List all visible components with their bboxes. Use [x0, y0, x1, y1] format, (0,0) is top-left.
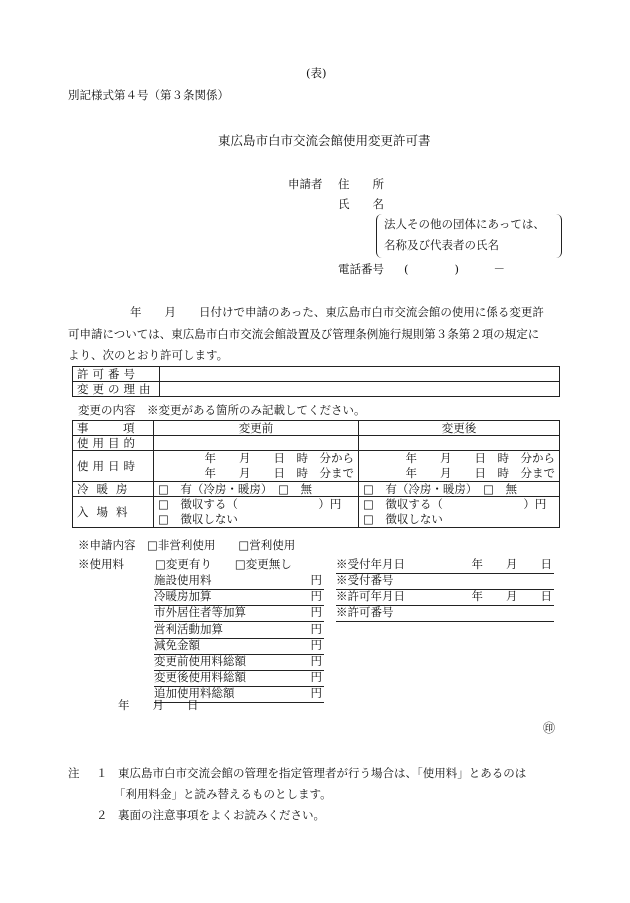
fee-row-label: 市外居住者等加算 [154, 605, 246, 620]
datetime-after [359, 451, 560, 482]
seal: ㊞ [543, 721, 556, 735]
datetime-after-to: 年 月 日 時 分まで [405, 466, 555, 480]
receipt-number-row [336, 574, 554, 590]
datetime-before-to: 年 月 日 時 分まで [204, 466, 354, 480]
datetime-label: 使用日時 [73, 451, 154, 482]
receipt-date-row [336, 558, 554, 574]
fee-collect-before: □ 徴収する（ ）円 [158, 497, 342, 511]
side-label: (表) [306, 66, 327, 80]
body-line1: 年 月 日付けで申請のあった、東広島市白市交流会館の使用に係る変更許 [130, 305, 544, 319]
permit-date-row [336, 590, 554, 606]
fee-row-yen: 円 [310, 589, 322, 604]
usage-fee-label: ※使用料 [78, 557, 124, 571]
fee-row [154, 655, 324, 671]
permit-table [72, 366, 560, 397]
header-before: 変更前 [154, 421, 359, 436]
note1-number: １ [96, 766, 108, 780]
header-after: 変更後 [359, 421, 560, 436]
datetime-after-from: 年 月 日 時 分から [405, 451, 555, 465]
change-table [72, 420, 560, 528]
ac-after: □ 有（冷房・暖房） □ 無 [359, 482, 560, 497]
date-line: 年 月 日 [118, 698, 199, 712]
permit-number-row [336, 606, 554, 622]
fee-row [154, 671, 324, 687]
corp-note-line1: 法人その他の団体にあっては、 [384, 217, 545, 231]
permit-number-label-2: ※許可番号 [336, 605, 394, 619]
change-content-note: 変更の内容 ※変更がある箇所のみ記載してください。 [78, 403, 366, 417]
fee-row-yen: 円 [310, 573, 322, 587]
fee-row-label: 営利活動加算 [154, 621, 223, 636]
change-reason-label: 変更の理由 [73, 382, 160, 397]
fee-row-yen: 円 [310, 621, 322, 636]
fee-row-label: 冷暖房加算 [154, 589, 212, 604]
admission-fee-after [359, 497, 560, 528]
applicant-label: 申請者 [288, 177, 323, 191]
form-number: 別記様式第４号（第３条関係） [68, 88, 229, 102]
fee-row [154, 574, 324, 590]
datetime-before [154, 451, 359, 482]
corp-note-line2: 名称及び代表者の氏名 [384, 238, 499, 252]
fee-row-label: 追加使用料総額 [154, 686, 235, 701]
note2-number: ２ [96, 808, 108, 822]
fee-row-label: 減免金額 [154, 637, 200, 652]
fee-none-after: □ 徴収しない [363, 512, 443, 526]
phone-label: 電話番号 [338, 262, 384, 276]
note1-line1: 東広島市白市交流会館の管理を指定管理者が行う場合は、「使用料」とあるのは [118, 766, 527, 780]
fee-row [154, 590, 324, 606]
note1-line2: 「利用料金」と読み替えるものとします。 [114, 787, 332, 801]
permit-date-label: ※許可年月日 [336, 589, 405, 603]
fee-row [154, 606, 324, 622]
address-label: 住 所 [338, 177, 384, 191]
receipt-date-label: ※受付年月日 [336, 557, 405, 571]
fee-row [154, 623, 324, 639]
fee-row-yen: 円 [310, 686, 322, 701]
fee-row-yen: 円 [310, 605, 322, 620]
receipt-date-value: 年 月 日 [471, 557, 552, 571]
permit-number-label: 許可番号 [73, 367, 160, 382]
name-label: 氏 名 [338, 197, 384, 211]
fee-none-before: □ 徴収しない [158, 512, 238, 526]
receipt-number-label: ※受付番号 [336, 573, 394, 587]
page-title: 東広島市白市交流会館使用変更許可書 [218, 133, 431, 148]
body-line3: より、次のとおり許可します。 [68, 348, 229, 362]
ac-label: 冷暖房 [73, 482, 154, 497]
header-item: 事 項 [73, 421, 154, 436]
fee-row [154, 639, 324, 655]
note2-text: 裏面の注意事項をよくお読みください。 [118, 808, 325, 822]
apply-content: ※申請内容 □非営利使用 □営利使用 [78, 538, 296, 552]
admission-fee-label: 入場料 [73, 497, 154, 528]
fee-collect-after: □ 徴収する（ ）円 [363, 497, 547, 511]
fee-row-yen: 円 [310, 654, 322, 668]
fee-row-yen: 円 [310, 637, 322, 652]
fee-row-yen: 円 [310, 670, 322, 685]
datetime-before-from: 年 月 日 時 分から [204, 451, 354, 465]
fee-row-label: 変更後使用料総額 [154, 670, 246, 685]
note-label: 注 [68, 766, 80, 780]
admission-fee-before [154, 497, 359, 528]
permit-date-value: 年 月 日 [471, 589, 552, 603]
fee-row-label: 施設使用料 [154, 573, 212, 587]
ac-before: □ 有（冷房・暖房） □ 無 [154, 482, 359, 497]
purpose-label: 使用目的 [73, 436, 154, 451]
fee-row-label: 変更前使用料総額 [154, 654, 246, 668]
changed-checkboxes: □変更有り □変更無し [155, 557, 292, 571]
body-line2: 可申請については、東広島市白市交流会館設置及び管理条例施行規則第３条第２項の規定に [68, 327, 540, 341]
phone-field: ( ) － [404, 262, 505, 276]
